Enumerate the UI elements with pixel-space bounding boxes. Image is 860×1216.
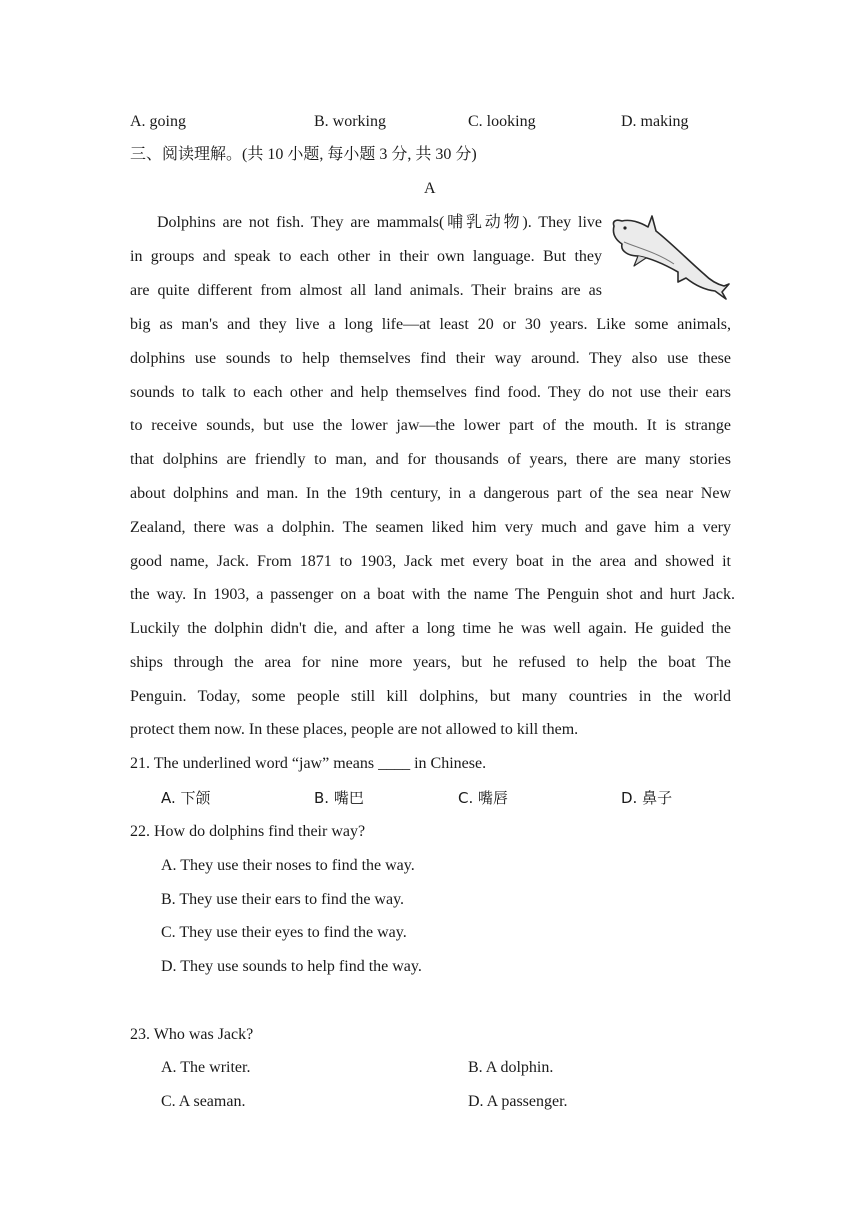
q22-option-d: D. They use sounds to help find the way. [161,958,422,975]
q23-option-d: D. A passenger. [468,1093,568,1110]
passage-line: sounds to talk to each other and help themselves find food. They do not use their ears [130,384,731,401]
passage-line: Luckily the dolphin didn't die, and after a long time he was well again. He guided the [130,620,731,637]
q21-option-d: D. 鼻子 [621,789,673,807]
passage-line: to receive sounds, but use the lower jaw—the lower part of the mouth. It is strange [130,417,731,434]
q20-option-b: B. working [314,113,386,130]
passage-line: that dolphins are friendly to man, and for thousands of years, there are many stories [130,451,731,468]
passage-line: protect them now. In these places, people are not allowed to kill them. [130,721,579,738]
q20-option-a: A. going [130,113,186,130]
passage-line: Dolphins are not fish. They are mammals(哺乳动物). They live [157,214,602,231]
q21-option-c: C. 嘴唇 [458,789,509,807]
passage-line: good name, Jack. From 1871 to 1903, Jack met every boat in the area and showed it [130,553,731,570]
passage-line: Penguin. Today, some people still kill dolphins, but many countries in the world [130,688,731,705]
passage-line: in groups and speak to each other in their own language. But they [130,248,602,265]
passage-line: big as man's and they live a long life—at least 20 or 30 years. Like some animals, [130,316,731,333]
q22-option-a: A. They use their noses to find the way. [161,857,415,874]
q21-stem: 21. The underlined word “jaw” means ____ in Chinese. [130,755,487,772]
q23-option-a: A. The writer. [161,1059,251,1076]
passage-line: about dolphins and man. In the 19th century, in a dangerous part of the sea near New [130,485,731,502]
q23-option-c: C. A seaman. [161,1093,246,1110]
q22-option-c: C. They use their eyes to find the way. [161,924,407,941]
q22-option-b: B. They use their ears to find the way. [161,891,405,908]
passage-line: the way. In 1903, a passenger on a boat with the name The Penguin shot and hurt Jack. [130,586,735,603]
passage-line: ships through the area for nine more years, but he refused to help the boat The [130,654,731,671]
passage-line: Zealand, there was a dolphin. The seamen liked him very much and gave him a very [130,519,731,536]
q20-option-d: D. making [621,113,689,130]
q23-stem: 23. Who was Jack? [130,1026,254,1043]
dolphin-icon [608,212,732,302]
passage-part-label: A [424,180,436,197]
section-heading: 三、阅读理解。(共 10 小题, 每小题 3 分, 共 30 分) [130,146,477,163]
passage-line: are quite different from almost all land animals. Their brains are as [130,282,602,299]
q21-option-b: B. 嘴巴 [314,789,364,807]
q22-stem: 22. How do dolphins find their way? [130,823,366,840]
q20-option-c: C. looking [468,113,536,130]
q21-option-a: A. 下颌 [161,789,211,807]
passage-line: dolphins use sounds to help themselves find their way around. They also use these [130,350,731,367]
q23-option-b: B. A dolphin. [468,1059,554,1076]
